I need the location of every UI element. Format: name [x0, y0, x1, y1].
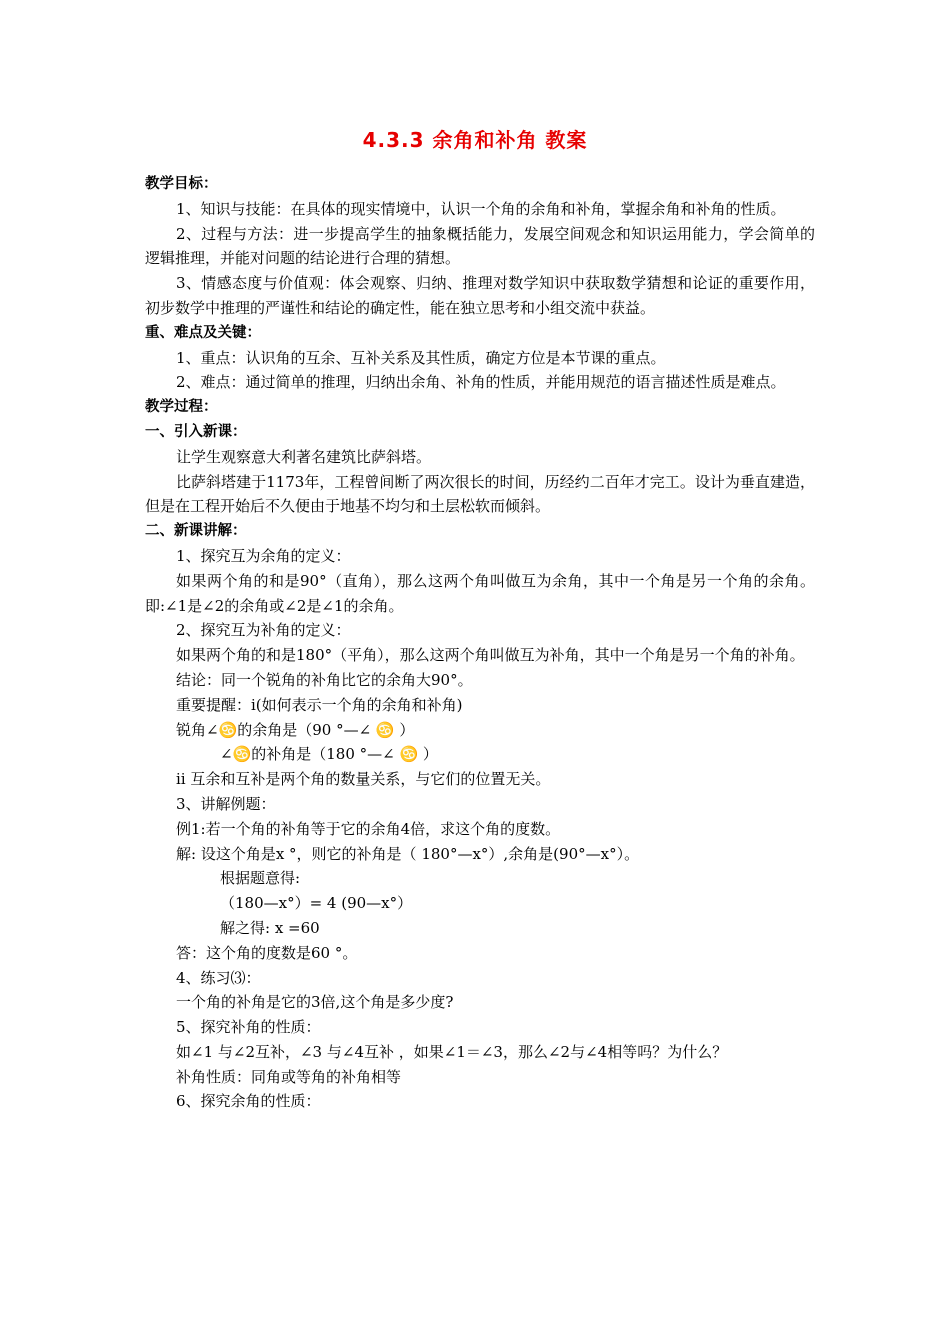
example-heading: 3、讲解例题：	[176, 794, 276, 813]
solution-line-2: 根据题意得:	[220, 869, 301, 888]
intro-1: 让学生观察意大利著名建筑比萨斜塔。	[176, 447, 432, 466]
exercise-heading: 4、练习⑶：	[176, 968, 261, 987]
supplement-property-question: 如∠1 与∠2互补，∠3 与∠4互补 ，如果∠1＝∠3，那么∠2与∠4相等吗？为什么？	[176, 1042, 728, 1061]
answer: 答：这个角的度数是60 °。	[176, 943, 358, 962]
exercise-question: 一个角的补角是它的3倍,这个角是多少度?	[176, 993, 454, 1012]
goal-heading: 教学目标：	[145, 176, 218, 192]
acute-angle-complement: 锐角∠♋的余角是（90 °—∠ ♋ ）	[176, 720, 415, 739]
intro-heading: 一、引入新课：	[145, 423, 247, 440]
goal-1: 1、知识与技能：在具体的现实情境中，认识一个角的余角和补角，掌握余角和补角的性质。	[176, 199, 786, 218]
new-lesson-heading: 二、新课讲解：	[145, 523, 247, 540]
supplement-property: 补角性质：同角或等角的补角相等	[176, 1067, 402, 1086]
goal-3: 3、情感态度与价值观：体会观察、归纳、推理对数学知识中获取数学猜想和论证的重要作用，初步数学中推理的严谨性和结论的确定性，能在独立思考和小组交流中获益。	[145, 274, 815, 317]
supplement-property-heading: 5、探究补角的性质：	[176, 1018, 321, 1037]
document-title: 4.3.3 余角和补角 教案	[362, 128, 588, 152]
key-1: 1、重点：认识角的互余、互补关系及其性质，确定方位是本节课的重点。	[176, 348, 666, 367]
conclusion: 结论：同一个锐角的补角比它的余角大90°。	[176, 670, 473, 689]
key-2: 2、难点：通过简单的推理，归纳出余角、补角的性质，并能用规范的语言描述性质是难点。	[176, 373, 786, 392]
solution-equation: （180—x°）= 4 (90—x°）	[220, 894, 413, 913]
supplement-definition-heading: 2、探究互为补角的定义：	[176, 621, 351, 640]
goal-2: 2、过程与方法：进一步提高学生的抽象概括能力，发展空间观念和知识运用能力，学会简单的逻辑推理，并能对问题的结论进行合理的猜想。	[145, 224, 815, 268]
solution-result-text: 解之得: x =60	[220, 918, 320, 937]
reminder: 重要提醒：ⅰ(如何表示一个角的余角和补角)	[176, 695, 463, 714]
angle-supplement: ∠♋的补角是（180 °—∠ ♋ ）	[220, 745, 438, 764]
key-heading: 重、难点及关键：	[145, 324, 261, 341]
supplement-definition: 如果两个角的和是180°（平角），那么这两个角叫做互为补角，其中一个角是另一个角的补角。	[176, 646, 805, 665]
complement-property-heading: 6、探究余角的性质：	[176, 1092, 321, 1111]
relation-note: ⅱ 互余和互补是两个角的数量关系，与它们的位置无关。	[176, 770, 551, 789]
complement-definition-heading: 1、探究互为余角的定义：	[176, 546, 351, 565]
solution-line-1: 解: 设这个角是x °，则它的补角是（ 180°—x°）,余角是(90°—x°）。	[176, 844, 640, 863]
solution-result	[145, 916, 815, 941]
example-1: 例1:若一个角的补角等于它的余角4倍，求这个角的度数。	[176, 819, 561, 838]
complement-definition: 如果两个角的和是90°（直角），那么这两个角叫做互为余角，其中一个角是另一个角的余角。即:∠1是∠2的余角或∠2是∠1的余角。	[145, 571, 815, 615]
process-heading: 教学过程：	[145, 399, 218, 416]
document-body	[145, 172, 815, 1114]
intro-2: 比萨斜塔建于1173年，工程曾间断了两次很长的时间，历经约二百年才完工。设计为垂直建造，但是在工程开始后不久便由于地基不均匀和土层松软而倾斜。	[145, 472, 815, 516]
